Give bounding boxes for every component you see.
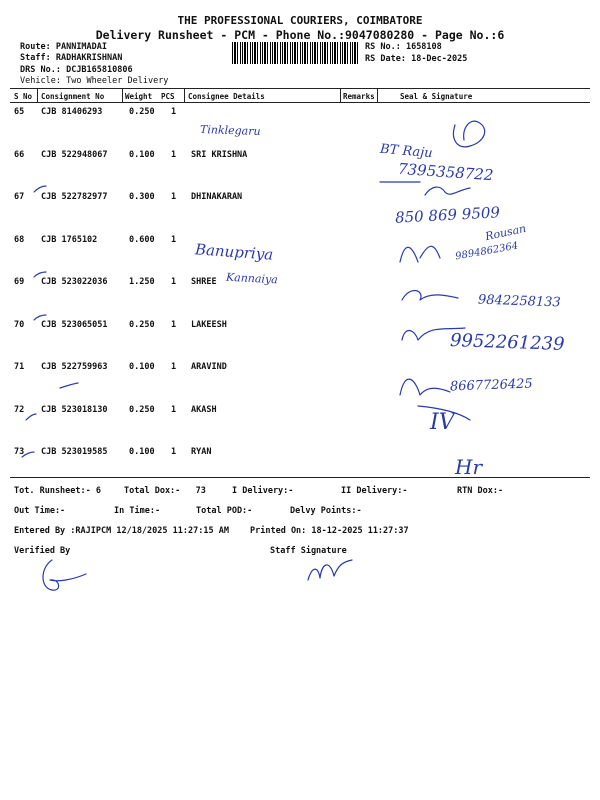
verified-signature — [43, 560, 86, 590]
row-pcs: 1 — [171, 277, 177, 287]
row-sno: 66 — [14, 149, 25, 160]
i-delivery: I Delivery:- — [232, 486, 294, 496]
rs-no-line: RS No.: 1658108 — [365, 42, 442, 52]
total-dox: Total Dox:- 73 — [124, 486, 206, 496]
handwritten-phone: 8667726425 — [449, 376, 533, 395]
rs-date-value: 18-Dec-2025 — [411, 54, 468, 64]
staff-signature-scrawl — [308, 560, 352, 580]
col-header-weight: Weight — [125, 92, 153, 101]
row-sno: 68 — [14, 234, 25, 245]
row-weight: 0.100 — [129, 149, 155, 160]
row-weight: 0.250 — [129, 107, 155, 117]
staff-signature-label: Staff Signature — [270, 546, 347, 556]
row-weight: 0.600 — [129, 234, 155, 245]
signature-scribble — [400, 379, 450, 395]
row-consignee: LAKEESH — [191, 319, 227, 330]
drs-value: DCJB165810806 — [66, 65, 133, 75]
row-consignment: CJB 522759963 — [41, 362, 108, 372]
row-pcs: 1 — [171, 319, 177, 330]
entered-by: Entered By :RAJIPCM 12/18/2025 11:27:15 AM — [14, 526, 229, 536]
row-consignment: CJB 523018130 — [41, 404, 108, 415]
row-consignee: DHINAKARAN — [191, 192, 243, 202]
handwritten-phone: 7395358722 — [397, 159, 494, 185]
rs-no-value: 1658108 — [405, 42, 442, 52]
ii-delivery: II Delivery:- — [341, 486, 408, 496]
vehicle-value: Two Wheeler Delivery — [66, 76, 169, 86]
signature-scribble — [418, 406, 470, 420]
handwritten-signature: Hr — [455, 455, 483, 479]
total-runsheet: Tot. Runsheet:- 6 — [14, 486, 101, 496]
row-consignment: CJB 81406293 — [41, 107, 103, 117]
row-weight: 0.250 — [129, 404, 155, 415]
handwritten-signature: IV — [430, 410, 455, 435]
row-weight: 0.250 — [129, 319, 155, 330]
row-consignee: SRI KRISHNA — [191, 149, 248, 160]
printed-on: Printed On: 18-12-2025 11:27:37 — [250, 526, 409, 536]
tick-mark — [34, 315, 46, 320]
row-pcs: 1 — [171, 404, 177, 415]
handwritten-phone: 9894862364 — [454, 240, 520, 263]
row-pcs: 1 — [171, 447, 177, 457]
row-consignee: AKASH — [191, 404, 217, 415]
total-dox-value: 73 — [195, 486, 206, 496]
route-value: PANNIMADAI — [55, 42, 108, 52]
row-consignment: CJB 523019585 — [41, 447, 108, 457]
total-pod: Total POD:- — [196, 506, 253, 516]
row-pcs: 1 — [171, 362, 177, 372]
row-consignment: CJB 523022036 — [41, 277, 108, 287]
col-header-seal: Seal & Signature — [400, 92, 473, 101]
row-pcs: 1 — [171, 149, 177, 160]
row-consignment: CJB 522782977 — [41, 192, 108, 202]
col-header-consignee: Consignee Details — [188, 92, 265, 101]
drs-line: DRS No.: DCJB165810806 — [20, 65, 133, 75]
signature-scribble — [425, 187, 470, 195]
vehicle-line: Vehicle: Two Wheeler Delivery — [20, 76, 169, 86]
row-weight: 0.100 — [129, 362, 155, 372]
signature-scribble — [402, 291, 458, 300]
company-name: THE PROFESSIONAL COURIERS, COIMBATORE — [177, 14, 423, 27]
row-sno: 73 — [14, 447, 25, 457]
handwritten-name: Tinklegaru — [199, 122, 261, 139]
row-consignee: SHREE — [191, 277, 217, 287]
in-time: In Time:- — [114, 506, 161, 516]
row-pcs: 1 — [171, 234, 177, 245]
staff-value: RADHAKRISHNAN — [55, 53, 123, 63]
signature-scribble — [400, 246, 440, 262]
handwritten-signature: BT Raju — [379, 141, 434, 162]
route-line: Route: PANNIMADAI — [20, 42, 108, 52]
runsheet-subtitle: Delivery Runsheet - PCM - Phone No.:9047080280 - Page No.:6 — [95, 28, 505, 42]
col-header-remarks: Remarks — [343, 92, 375, 101]
signature-scribble — [453, 121, 484, 147]
signature-scribble — [402, 328, 465, 340]
tick-mark — [26, 414, 36, 420]
row-sno: 65 — [14, 107, 25, 117]
tick-mark — [60, 383, 78, 388]
col-header-pcs: PCS — [161, 92, 175, 101]
handwritten-phone: 850 869 9509 — [394, 203, 501, 227]
row-consignment: CJB 522948067 — [41, 149, 108, 160]
rs-date-line: RS Date: 18-Dec-2025 — [365, 54, 468, 64]
row-consignment: CJB 1765102 — [41, 234, 98, 245]
col-header-sno: S No — [14, 92, 33, 101]
delvy-points: Delvy Points:- — [290, 506, 362, 516]
row-sno: 67 — [14, 192, 25, 202]
staff-line: Staff: RADHAKRISHNAN — [20, 53, 123, 63]
row-weight: 1.250 — [129, 277, 155, 287]
row-weight: 0.300 — [129, 192, 155, 202]
tick-mark — [34, 186, 46, 192]
tick-mark — [22, 452, 34, 457]
row-pcs: 1 — [171, 107, 177, 117]
handwritten-phone: 9842258133 — [477, 292, 561, 311]
handwritten-signature: Rousan — [484, 221, 528, 244]
col-header-consignment: Consignment No — [41, 92, 105, 101]
row-consignment: CJB 523065051 — [41, 319, 108, 330]
out-time: Out Time:- — [14, 506, 66, 516]
row-sno: 71 — [14, 362, 25, 372]
handwritten-name: Banupriya — [194, 240, 274, 264]
row-pcs: 1 — [171, 192, 177, 202]
row-sno: 72 — [14, 404, 25, 415]
row-sno: 70 — [14, 319, 25, 330]
row-weight: 0.100 — [129, 447, 155, 457]
rtn-dox: RTN Dox:- — [457, 486, 504, 496]
row-sno: 69 — [14, 277, 25, 287]
tick-mark — [34, 272, 46, 277]
row-consignee: RYAN — [191, 447, 212, 457]
verified-by-label: Verified By — [14, 546, 71, 556]
row-consignee: ARAVIND — [191, 362, 227, 372]
handwritten-phone: 9952261239 — [449, 330, 565, 355]
handwritten-name: Kannaiya — [225, 270, 279, 287]
